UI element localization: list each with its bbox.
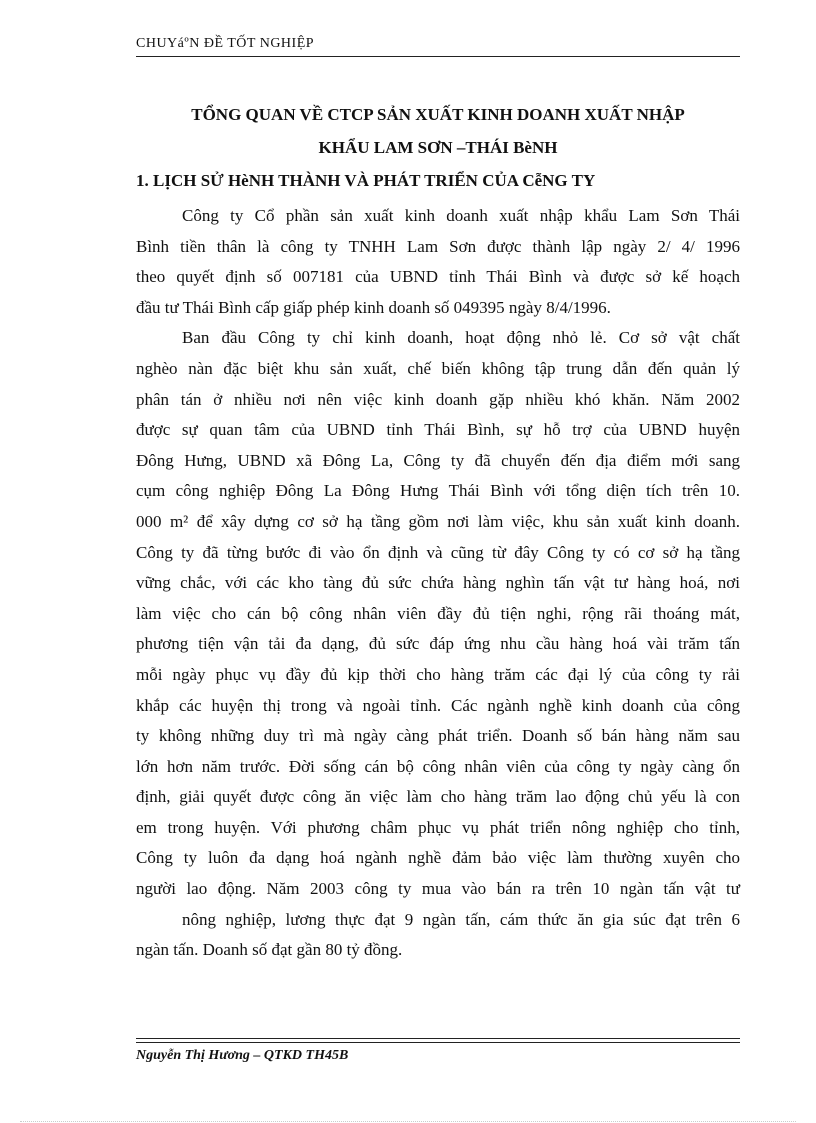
footer-divider bbox=[136, 1042, 740, 1043]
header-divider bbox=[136, 56, 740, 57]
body-text bbox=[136, 201, 740, 966]
body-line: Công ty Cổ phần sản xuất kinh doanh xuất nhập khẩu Lam Sơn Thái bbox=[182, 206, 740, 225]
section-heading: 1. LỊCH SỬ HèNH THÀNH VÀ PHÁT TRIỂN CỦA CễNG TY bbox=[136, 171, 596, 190]
body-line: Bình tiền thân là công ty TNHH Lam Sơn được thành lập ngày 2/ 4/ 1996 bbox=[136, 236, 740, 256]
running-header: CHUYáºN ĐỀ TỐT NGHIỆP bbox=[136, 36, 315, 51]
body-line: lớn hơn năm trước. Đời sống cán bộ công nhân viên của công ty ngày càng ổn bbox=[136, 756, 740, 776]
body-line: Công ty luôn đa dạng hoá ngành nghề đảm bảo việc làm thường xuyên cho bbox=[136, 848, 740, 868]
document-title-line-2: KHẨU LAM SƠN –THÁI BèNH bbox=[318, 138, 558, 157]
running-footer: Nguyễn Thị Hương – QTKD TH45B bbox=[136, 1048, 349, 1063]
document-title-line-1: TỔNG QUAN VỀ CTCP SẢN XUẤT KINH DOANH XUẤT NHẬP bbox=[191, 105, 685, 124]
body-line: Công ty đã từng bước đi vào ổn định và cũng từ đây Công ty có cơ sở hạ tầng bbox=[136, 542, 740, 562]
body-line: làm việc cho cán bộ công nhân viên đầy đủ tiện nghi, rộng rãi thoáng mát, bbox=[136, 603, 740, 623]
body-line: người lao động. Năm 2003 công ty mua vào bán ra trên 10 ngàn tấn vật tư bbox=[136, 879, 740, 899]
body-line: đầu tư Thái Bình cấp giấp phép kinh doanh số 049395 ngày 8/4/1996. bbox=[136, 297, 611, 317]
body-line: ngàn tấn. Doanh số đạt gần 80 tỷ đồng. bbox=[136, 940, 403, 960]
body-line: Đông Hưng, UBND xã Đông La, Công ty đã chuyển đến địa điểm mới sang bbox=[136, 450, 740, 470]
body-line: mỗi ngày phục vụ đầy đủ kịp thời cho hàng trăm các đại lý của công ty rải bbox=[136, 664, 740, 684]
body-line: theo quyết định số 007181 của UBND tỉnh Thái Bình và được sở kế hoạch bbox=[136, 267, 740, 287]
body-line: ty không những duy trì mà ngày càng phát triển. Doanh số bán hàng năm sau bbox=[136, 726, 740, 746]
body-line: định, giải quyết được công ăn việc làm cho hàng trăm lao động chủ yếu là con bbox=[136, 787, 740, 807]
body-line: nông nghiệp, lương thực đạt 9 ngàn tấn, cám thức ăn gia súc đạt trên 6 bbox=[182, 909, 740, 929]
footer-divider bbox=[136, 1038, 740, 1039]
page-edge-divider bbox=[20, 1121, 796, 1122]
body-line: khắp các huyện thị trong và ngoài tỉnh. Các ngành nghề kinh doanh của công bbox=[136, 695, 740, 715]
body-line: vững chắc, với các kho tàng đủ sức chứa hàng nghìn tấn vật tư hàng hoá, nơi bbox=[136, 573, 740, 593]
body-line: 000 m² để xây dựng cơ sở hạ tầng gồm nơi làm việc, khu sản xuất kinh doanh. bbox=[136, 511, 740, 531]
body-line: được sự quan tâm của UBND tỉnh Thái Bình, sự hỗ trợ của UBND huyện bbox=[136, 420, 740, 440]
body-line: nghèo nàn đặc biệt khu sản xuất, chế biến không tập trung dẫn đến quản lý bbox=[136, 358, 740, 378]
body-line: phương tiện vận tải đa dạng, đủ sức đáp ứng nhu cầu hàng hoá vài trăm tấn bbox=[136, 634, 740, 654]
body-line: Ban đầu Công ty chỉ kinh doanh, hoạt động nhỏ lẻ. Cơ sở vật chất bbox=[182, 328, 740, 348]
body-line: phân tán ở nhiều nơi nên việc kinh doanh gặp nhiều khó khăn. Năm 2002 bbox=[136, 389, 740, 409]
body-line: cụm công nghiệp Đông La Đông Hưng Thái Bình với tổng diện tích trên 10. bbox=[136, 481, 740, 501]
body-line: em trong huyện. Với phương châm phục vụ phát triển nông nghiệp cho tỉnh, bbox=[136, 817, 740, 837]
